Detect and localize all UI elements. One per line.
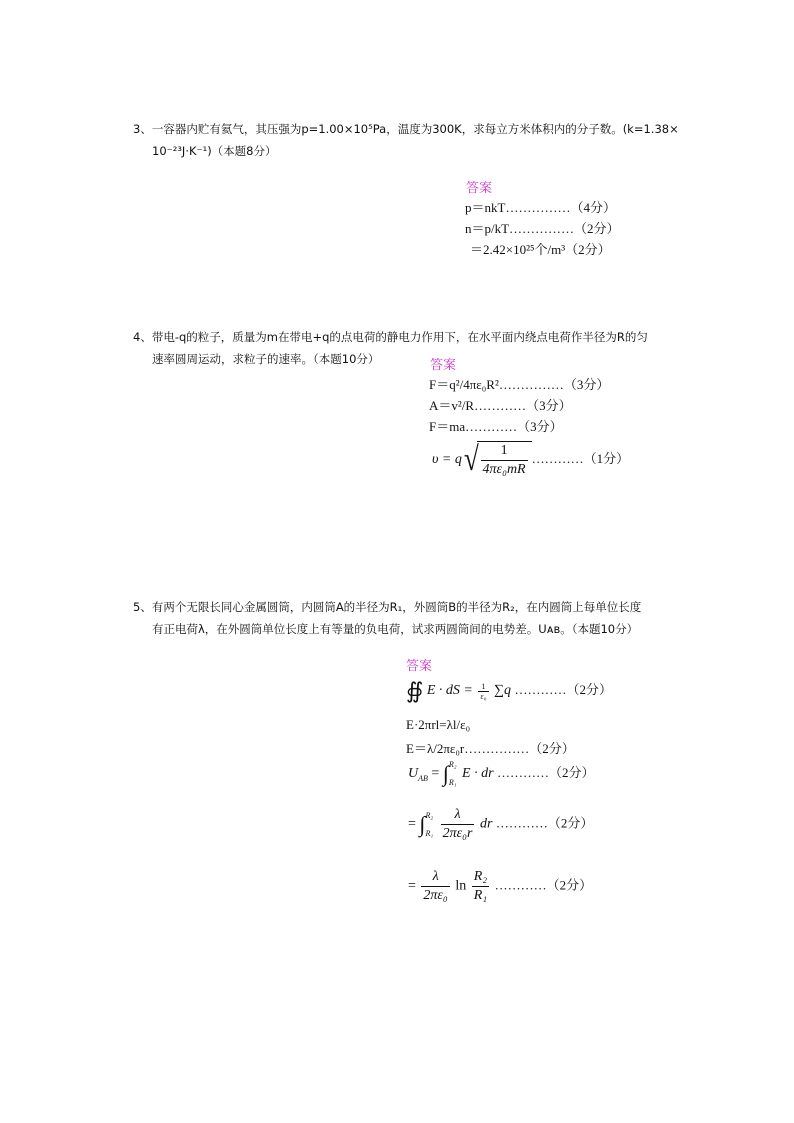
q4-answer-line2: A＝v²/R…………（3分） (429, 398, 572, 413)
q5-final-result: = $\frac{\lambda}{\text{2πε₀}}$ ln $\frac{\text{R₂}}{\text{R₁}}$ …………（2分） (408, 869, 593, 903)
q3-answer-line3: ＝2.42×10²⁵个/m³（2分） (470, 242, 611, 257)
q5-integral-step: = ∫ R₂ R₁ $\frac{\lambda}{\text{2πε₀r}}$ dr …………（2分） (408, 807, 594, 841)
q5-gauss-law (406, 678, 612, 704)
potential-integrand: E · dr (462, 766, 494, 782)
integral-upper: R₂ (448, 760, 457, 769)
q3-text-line2: 10⁻²³J·K⁻¹)（本题8分） (152, 144, 277, 158)
integral-lower: R₁ (448, 778, 457, 787)
velocity-score: …………（1分） (531, 451, 630, 467)
q4-answer-velocity-formula (432, 440, 629, 480)
velocity-fraction-denominator: 4πε₀mR (482, 462, 526, 477)
sqrt-body (477, 441, 532, 479)
surface-integral-symbol: ∯ (406, 678, 424, 703)
result-score: …………（2分） (494, 877, 593, 893)
step-score: …………（2分） (495, 815, 594, 831)
q5-potential-integral: $U_{AB}$ = ∫ R₂ R₁ E · dr …………（2分） (408, 760, 595, 787)
step-integral-upper: R₂ (425, 810, 434, 820)
gauss-coef-num: 1 (478, 682, 488, 692)
result-ratio-numerator: R₂ (472, 868, 489, 887)
q5-answer-label: 答案 (406, 659, 433, 674)
q5-answer-line2: E·2πrl=λl/ε₀ (406, 717, 471, 732)
step-dr: dr (479, 816, 493, 832)
result-fraction-numerator: λ (421, 868, 449, 887)
q3-text-line1: 3、一容器内贮有氦气，其压强为p=1.00×10⁵Pa，温度为300K，求每立方米体积内的分子数。(k=1.38× (133, 122, 679, 136)
q3-answer-line1: p＝nkT……………（4分） (465, 200, 616, 215)
sqrt-symbol: √ (463, 441, 479, 478)
step-integral-lower: R₁ (425, 828, 434, 838)
result-ln: ln (455, 878, 467, 894)
step-fraction-numerator: λ (441, 806, 475, 825)
q4-text-line2: 速率圆周运动，求粒子的速率。（本题10分） (152, 352, 380, 366)
step-fraction-denominator: 2πε₀r (442, 826, 473, 841)
result-fraction-denominator: 2πε₀ (423, 888, 448, 903)
velocity-fraction-numerator: 1 (481, 442, 528, 461)
q5-answer-line3: E＝λ/2πε₀r……………（2分） (406, 741, 575, 756)
gauss-sum: ∑q (494, 683, 511, 699)
q5-text-line2: 有正电荷λ，在外圆筒单位长度上有等量的负电荷，试求两圆筒间的电势差。Uᴀʙ。（本题10分） (152, 622, 639, 636)
gauss-integrand: E · dS = (426, 683, 473, 699)
q4-text-line1: 4、带电-q的粒子，质量为m在带电+q的点电荷的静电力作用下，在水平面内绕点电荷作半径为R的匀 (133, 330, 648, 344)
gauss-score: …………（2分） (514, 682, 613, 698)
gauss-coef-den: ε₀ (480, 691, 487, 701)
result-ratio-denominator: R₁ (473, 888, 488, 903)
q4-answer-line3: F＝ma…………（3分） (429, 419, 563, 434)
q3-answer-label: 答案 (466, 181, 493, 196)
q3-answer-line2: n＝p/kT……………（2分） (465, 221, 620, 236)
q4-answer-line1: F＝q²/4πε₀R²……………（3分） (429, 377, 610, 392)
potential-lhs: U (408, 766, 419, 782)
q4-answer-label: 答案 (430, 358, 457, 373)
potential-sub: AB (418, 774, 428, 784)
velocity-lhs: υ = q (432, 452, 462, 468)
q5-text-line1: 5、有两个无限长同心金属圆筒，内圆筒A的半径为R₁，外圆筒B的半径为R₂，在内圆筒上每单位长度 (133, 600, 642, 614)
potential-score: …………（2分） (497, 765, 595, 781)
